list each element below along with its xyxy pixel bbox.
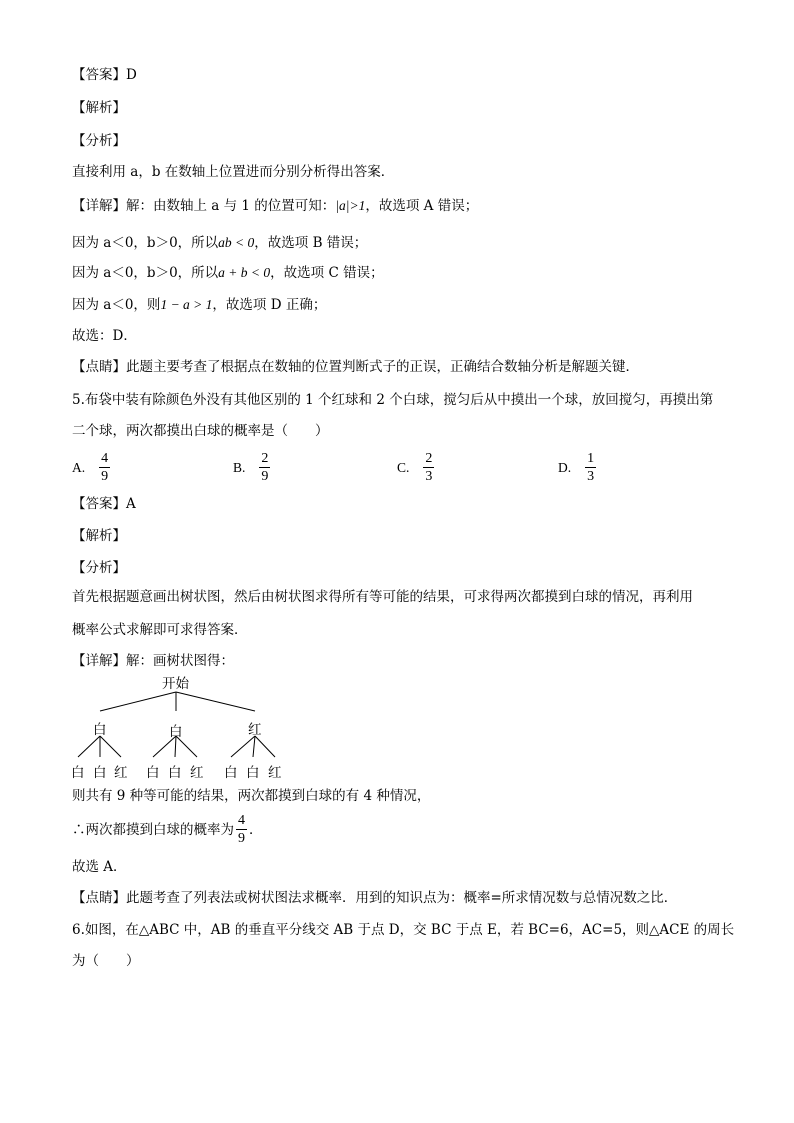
- reason-3-suffix: ，故选项 D 正确；: [212, 297, 327, 313]
- fenxi-q5: 【分析】: [72, 560, 126, 576]
- analysis-q5-line2: 概率公式求解即可求得答案．: [72, 622, 248, 638]
- q5-line2: 二个球，两次都摸出白球的概率是（ ）: [72, 423, 329, 439]
- choose-q4: 故选：D．: [72, 328, 137, 344]
- reason-2-prefix: 因为 a＜0，b＞0，所以: [72, 265, 219, 281]
- prob-fraction: [236, 812, 247, 847]
- option-c: [397, 450, 436, 485]
- choose-q5: 故选 A．: [72, 859, 127, 875]
- tree-node-level2: 白: [146, 765, 160, 781]
- q5-line1: 5.布袋中装有除颜色外没有其他区别的 1 个红球和 2 个白球，搅匀后从中摸出一个球，放回搅匀，再摸出第: [72, 392, 714, 408]
- fraction-denominator: 9: [101, 469, 109, 484]
- reason-1-expr: ab < 0: [218, 235, 255, 250]
- detail-q4-prefix: 【详解】解：由数轴上 a 与 1 的位置可知：: [72, 198, 336, 214]
- reason-2-suffix: ，故选项 C 错误；: [270, 265, 384, 281]
- fraction-numerator: 2: [261, 451, 269, 466]
- tree-edge: [176, 692, 255, 711]
- reason-1-prefix: 因为 a＜0，b＞0，所以: [72, 235, 219, 251]
- fraction-denominator: 9: [238, 831, 245, 846]
- tree-root: 开始: [162, 676, 189, 692]
- option-label: C.: [397, 459, 410, 475]
- reason-2-expr: a + b < 0: [218, 265, 271, 280]
- tree-node-level2: 红: [190, 765, 204, 781]
- reason-3: [72, 296, 326, 314]
- reason-3-expr: 1 − a > 1: [160, 297, 213, 312]
- comment-q4: 【点睛】此题主要考查了根据点在数轴的位置判断式子的正误，正确结合数轴分析是解题关键．: [72, 359, 639, 375]
- tree-node-level1: 白: [169, 724, 183, 740]
- option-fraction: [423, 450, 434, 485]
- reason-1: [72, 234, 367, 252]
- option-label: D.: [558, 459, 572, 475]
- tree-node-level2: 白: [168, 765, 182, 781]
- answer-q5: 【答案】A: [72, 496, 136, 512]
- result-q5: 则共有 9 种等可能的结果，两次都摸到白球的有 4 种情况，: [72, 788, 431, 804]
- option-fraction: [259, 450, 270, 485]
- detail-q4-expr: |a|>1: [335, 198, 366, 213]
- tree-node-level2: 白: [246, 765, 260, 781]
- jiexi-q4: 【解析】: [72, 100, 126, 116]
- option-fraction: [585, 450, 596, 485]
- tree-node-level2: 红: [268, 765, 282, 781]
- tree-edge: [78, 736, 100, 757]
- tree-node-level1: 红: [248, 722, 262, 738]
- reason-3-prefix: 因为 a＜0，则: [72, 297, 161, 313]
- reason-1-suffix: ，故选项 B 错误；: [254, 235, 368, 251]
- option-fraction: [99, 450, 110, 485]
- fraction-numerator: 1: [587, 451, 595, 466]
- tree-node-level2: 白: [71, 765, 85, 781]
- tree-edge: [100, 692, 176, 711]
- analysis-q5-line1: 首先根据题意画出树状图，然后由树状图求得所有等可能的结果，可求得两次都摸到白球的情况，再利用: [72, 589, 693, 605]
- tree-edge: [253, 736, 255, 757]
- option-label: B.: [233, 459, 246, 475]
- tree-node-level1: 白: [93, 722, 107, 738]
- detail-q5: 【详解】解：画树状图得：: [72, 653, 234, 669]
- option-a: [72, 450, 112, 485]
- fraction-numerator: 2: [425, 451, 433, 466]
- answer-q4: 【答案】D: [72, 67, 137, 83]
- reason-2: [72, 264, 384, 282]
- jiexi-q5: 【解析】: [72, 528, 126, 544]
- q6-line1: 6.如图，在△ABC 中，AB 的垂直平分线交 AB 于点 D，交 BC 于点 E，若 BC=6，AC=5，则△ACE 的周长: [72, 922, 735, 938]
- option-b: [233, 450, 272, 485]
- fraction-numerator: 4: [101, 451, 109, 466]
- prob-line: [72, 812, 263, 847]
- fraction-denominator: 3: [587, 469, 595, 484]
- option-d: [558, 450, 598, 485]
- detail-q4-suffix: ，故选项 A 错误；: [365, 198, 479, 214]
- tree-node-level2: 白: [224, 765, 238, 781]
- detail-q4: [72, 197, 478, 215]
- tree-edge: [231, 736, 255, 757]
- analysis-q4: 直接利用 a，b 在数轴上位置进而分别分析得出答案．: [72, 164, 395, 180]
- fraction-numerator: 4: [238, 813, 245, 828]
- tree-node-level2: 红: [114, 765, 128, 781]
- fraction-denominator: 9: [261, 469, 269, 484]
- tree-node-level2: 白: [93, 765, 107, 781]
- prob-prefix: ∴两次都摸到白球的概率为: [72, 821, 234, 838]
- comment-q5: 【点睛】此题考查了列表法或树状图法求概率．用到的知识点为：概率=所求情况数与总情况数之比．: [72, 890, 678, 906]
- q6-line2: 为（ ）: [72, 953, 140, 969]
- fraction-denominator: 3: [425, 469, 433, 484]
- option-label: A.: [72, 459, 86, 475]
- fenxi-q4: 【分析】: [72, 133, 126, 149]
- tree-edge: [100, 736, 121, 757]
- prob-suffix: ．: [249, 821, 263, 838]
- tree-edge: [255, 736, 275, 757]
